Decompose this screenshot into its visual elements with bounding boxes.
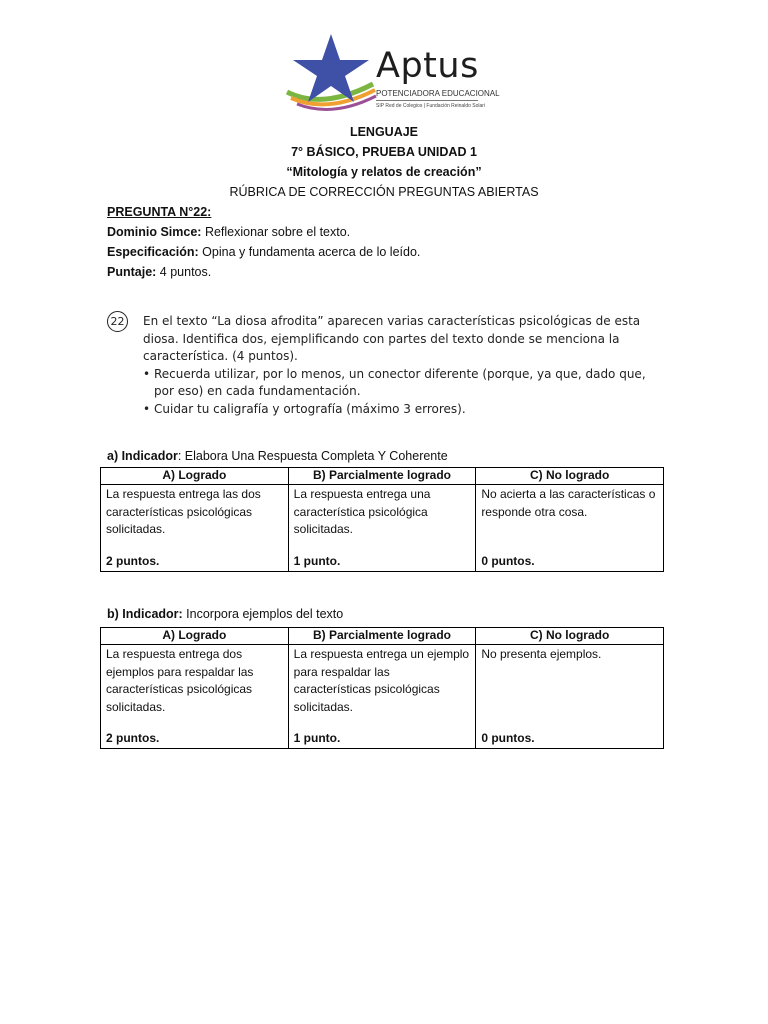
table-row bbox=[101, 645, 664, 749]
rubric-cell bbox=[101, 485, 289, 572]
cell-points: 2 puntos. bbox=[106, 730, 160, 745]
bullet-text: Cuidar tu caligrafía y ortografía (máximo 3 errores). bbox=[154, 401, 466, 416]
column-header-parcial: B) Parcialmente logrado bbox=[288, 628, 476, 645]
brand-divider bbox=[376, 100, 478, 101]
table-row bbox=[101, 485, 664, 572]
cell-description: No presenta ejemplos. bbox=[481, 647, 602, 661]
domain-label: Dominio Simce: bbox=[107, 225, 202, 239]
score-line bbox=[107, 265, 211, 279]
question-number-badge: 22 bbox=[107, 311, 128, 332]
cell-description: La respuesta entrega una característica psicológica solicitadas. bbox=[293, 487, 431, 536]
cell-points: 1 punto. bbox=[293, 730, 341, 745]
cell-points: 2 puntos. bbox=[106, 553, 160, 568]
column-header-parcial: B) Parcialmente logrado bbox=[288, 468, 476, 485]
bullet-text: Recuerda utilizar, por lo menos, un conector diferente (porque, ya que, dado que, por eso) en cada fundamentación. bbox=[154, 366, 646, 398]
cell-points: 0 puntos. bbox=[481, 553, 535, 568]
cell-description: La respuesta entrega dos ejemplos para respaldar las características psicológicas solicitadas. bbox=[106, 647, 254, 714]
rubric-cell bbox=[476, 485, 664, 572]
indicator-b-heading bbox=[107, 607, 343, 621]
cell-description: La respuesta entrega las dos características psicológicas solicitadas. bbox=[106, 487, 261, 536]
brand-subline: SIP Red de Colegios | Fundación Reinaldo Solari bbox=[376, 103, 486, 109]
cell-description: No acierta a las características o responde otra cosa. bbox=[481, 487, 656, 519]
grade-title: 7° BÁSICO, PRUEBA UNIDAD 1 bbox=[291, 145, 477, 159]
question-label: PREGUNTA N°22: bbox=[107, 205, 212, 219]
brand-tagline: POTENCIADORA EDUCACIONAL bbox=[376, 89, 500, 98]
table-header-row bbox=[101, 468, 664, 485]
spec-value: Opina y fundamenta acerca de lo leído. bbox=[198, 245, 421, 259]
indicator-a-label: a) Indicador bbox=[107, 449, 178, 463]
unit-title: “Mitología y relatos de creación” bbox=[286, 165, 482, 179]
domain-value: Reflexionar sobre el texto. bbox=[201, 225, 351, 239]
cell-points: 0 puntos. bbox=[481, 730, 535, 745]
brand-name: Aptus bbox=[376, 46, 479, 86]
score-value: 4 puntos. bbox=[156, 265, 212, 279]
question-bullet: • Recuerda utilizar, por lo menos, un conector diferente (porque, ya que, dado que, por eso) en cada fundamentación. bbox=[143, 366, 646, 398]
rubric-cell bbox=[476, 645, 664, 749]
rubric-cell bbox=[101, 645, 289, 749]
spec-label: Especificación: bbox=[107, 245, 199, 259]
domain-line bbox=[107, 225, 350, 239]
table-header-row bbox=[101, 628, 664, 645]
question-bullet: • Cuidar tu caligrafía y ortografía (máximo 3 errores). bbox=[143, 401, 466, 416]
cell-points: 1 punto. bbox=[293, 553, 341, 568]
column-header-logrado: A) Logrado bbox=[101, 468, 289, 485]
indicator-b-label: b) Indicador: bbox=[107, 607, 183, 621]
column-header-no-logrado: C) No logrado bbox=[476, 468, 664, 485]
subject-title: LENGUAJE bbox=[349, 125, 419, 139]
score-label: Puntaje: bbox=[107, 265, 157, 279]
aptus-logo bbox=[283, 32, 500, 116]
indicator-b-text: Incorpora ejemplos del texto bbox=[182, 607, 344, 621]
star-logo-icon bbox=[283, 32, 378, 116]
spec-line bbox=[107, 245, 420, 259]
rubric-cell bbox=[288, 645, 476, 749]
column-header-logrado: A) Logrado bbox=[101, 628, 289, 645]
rubric-cell bbox=[288, 485, 476, 572]
rubric-table-b bbox=[100, 627, 664, 749]
indicator-a-text: : Elabora Una Respuesta Completa Y Coherente bbox=[177, 449, 448, 463]
question-text: En el texto “La diosa afrodita” aparecen varias características psicológicas de esta diosa. Identifica dos, ejemplificando con partes del texto donde se menciona la característica. (4 puntos). bbox=[143, 314, 641, 363]
rubric-title: RÚBRICA DE CORRECCIÓN PREGUNTAS ABIERTAS bbox=[229, 185, 539, 199]
rubric-table-a bbox=[100, 467, 664, 572]
column-header-no-logrado: C) No logrado bbox=[476, 628, 664, 645]
question-text-block bbox=[143, 313, 667, 418]
cell-description: La respuesta entrega un ejemplo para respaldar las características psicológicas solicitadas. bbox=[293, 647, 470, 714]
indicator-a-heading bbox=[107, 449, 448, 463]
